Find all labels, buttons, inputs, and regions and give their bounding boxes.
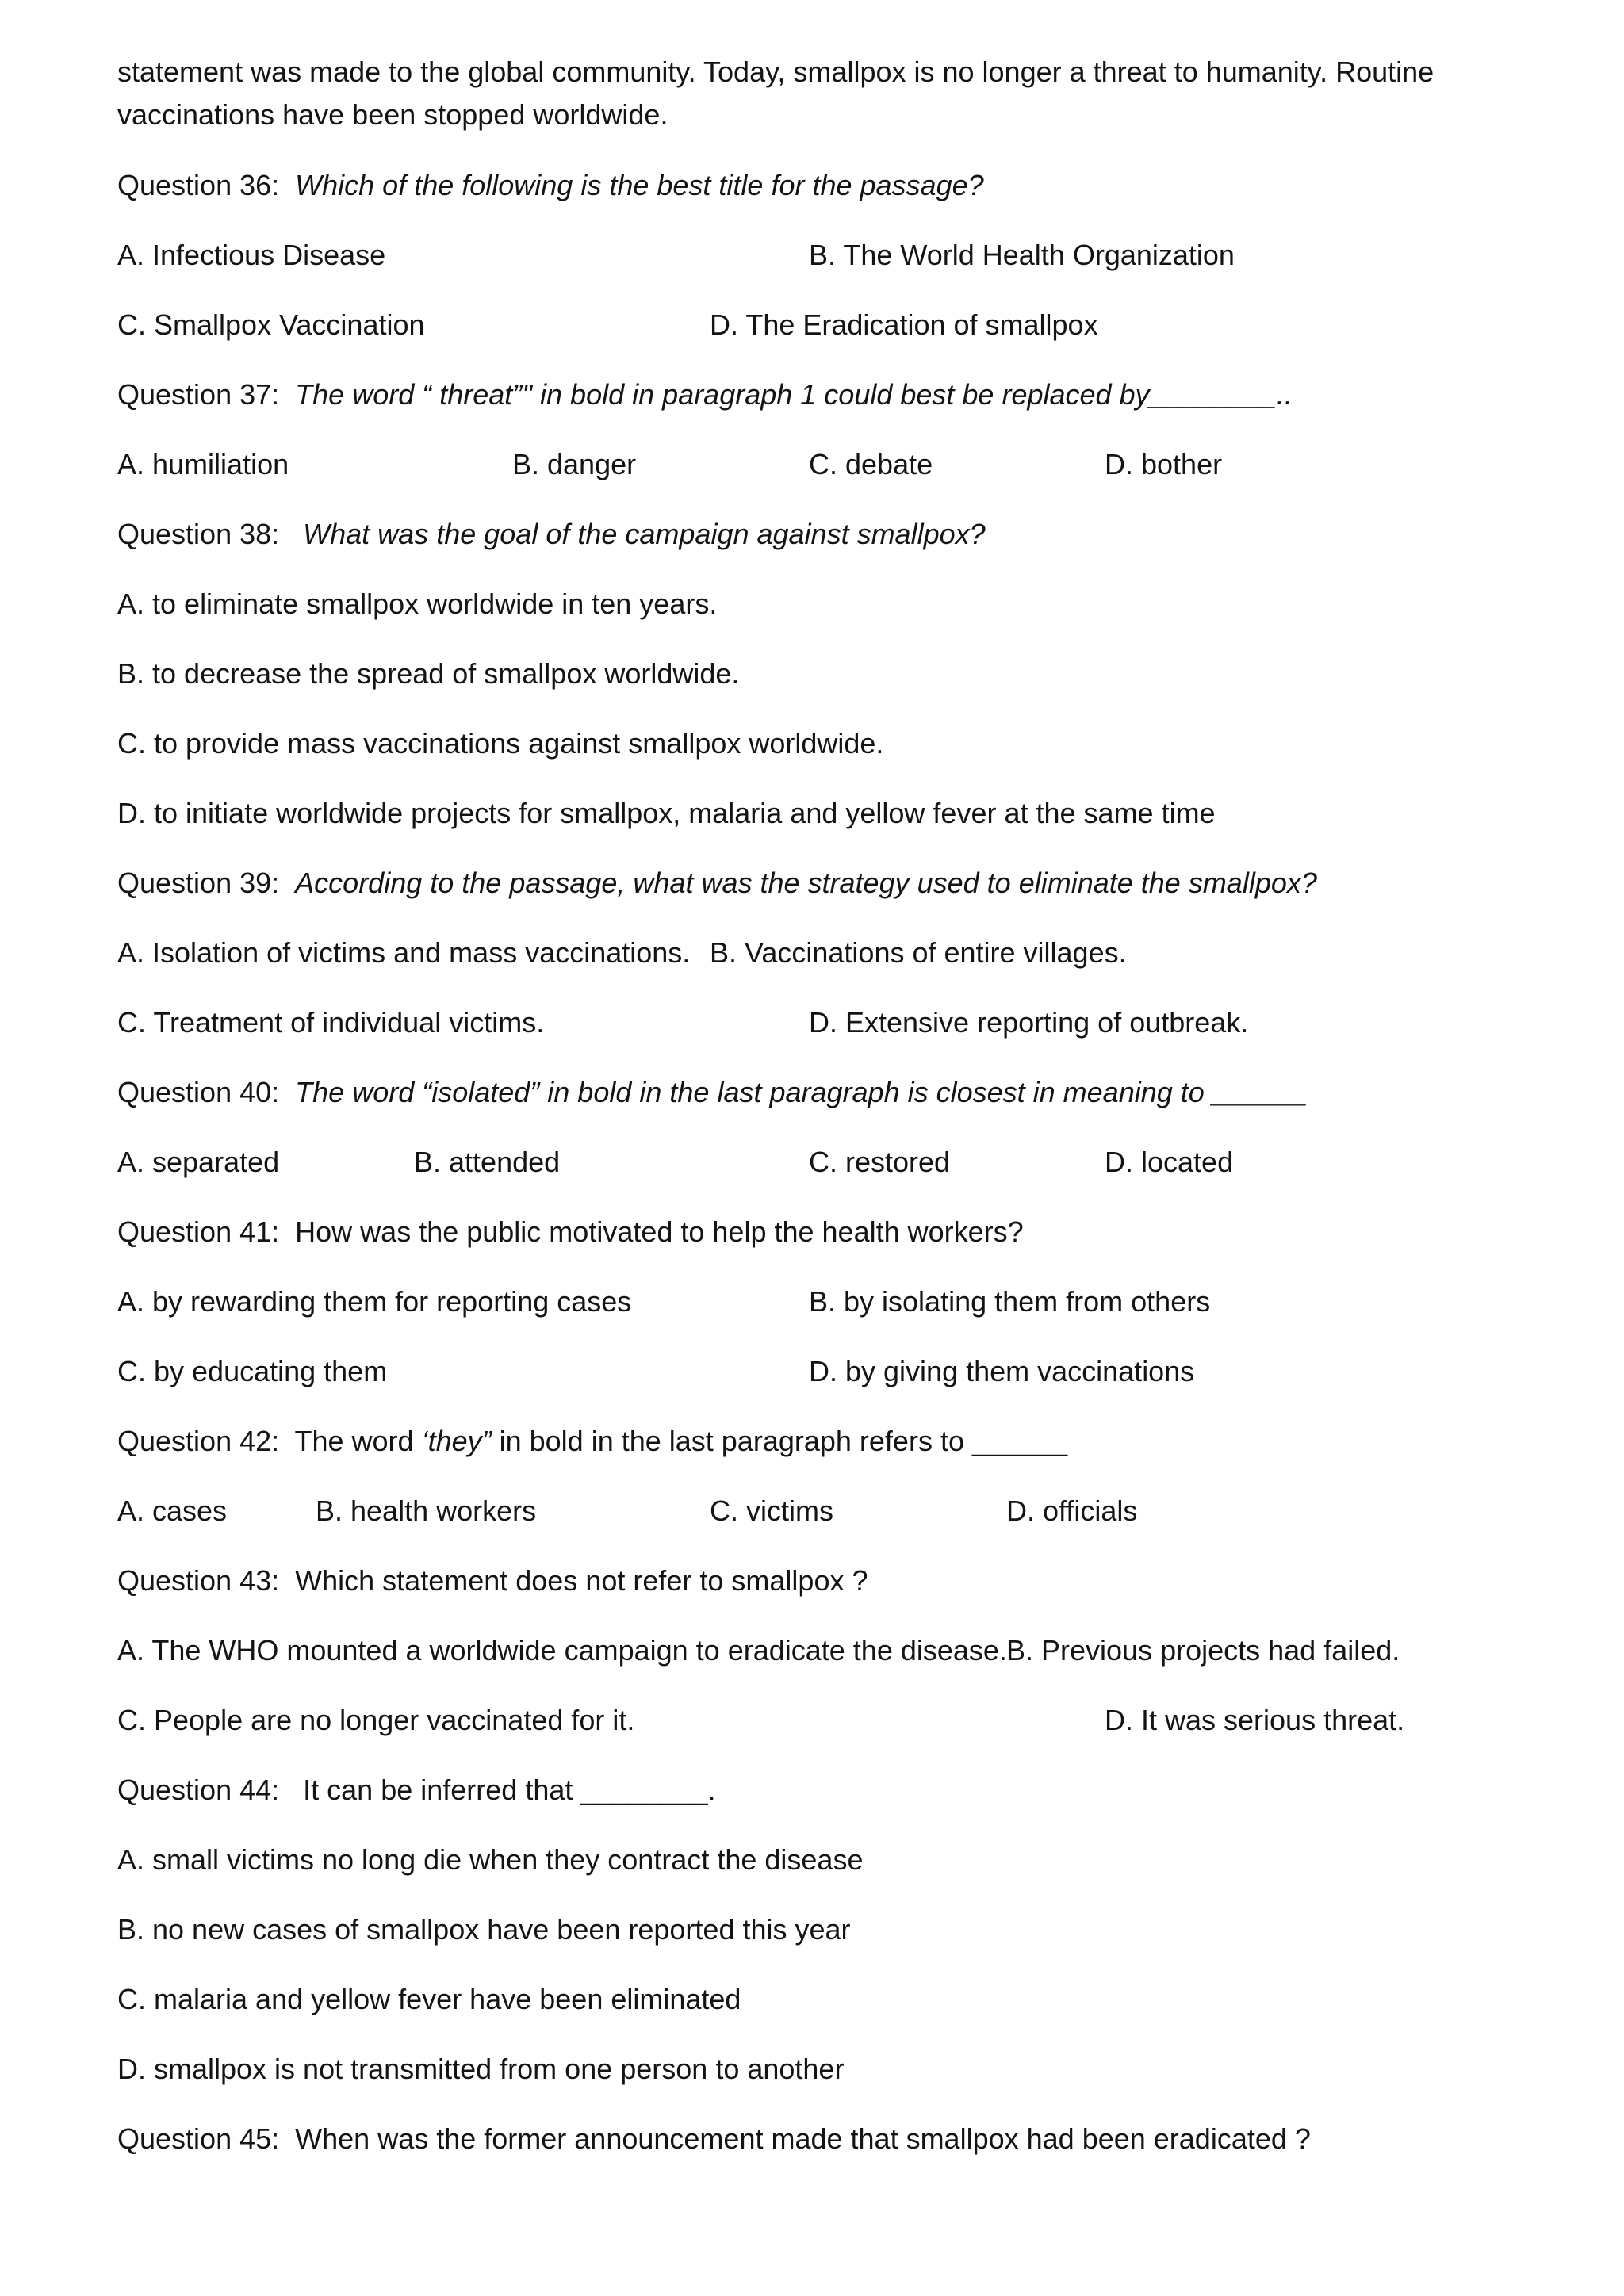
question-text-emphasis: ‘they” — [421, 1425, 492, 1457]
question-label: Question 36: — [117, 169, 280, 201]
option-43-b: B. Previous projects had failed. — [1006, 1634, 1400, 1667]
option-41-c: C. by educating them — [117, 1355, 388, 1387]
question-40 — [117, 1073, 1308, 1112]
question-label: Question 43: — [117, 1564, 280, 1597]
option-41-d: D. by giving them vaccinations — [809, 1355, 1195, 1387]
question-text: What was the goal of the campaign against smallpox? — [303, 518, 986, 550]
question-38 — [117, 515, 986, 554]
option-42-c: C. victims — [710, 1494, 833, 1527]
question-text: The word “ threat”" in bold in paragraph 1 could best be replaced by________.. — [295, 378, 1293, 411]
option-37-a: A. humiliation — [117, 448, 289, 480]
question-37 — [117, 375, 1293, 415]
question-45 — [117, 2119, 1311, 2159]
question-text: The word “isolated” in bold in the last paragraph is closest in meaning to ______ — [295, 1076, 1308, 1108]
option-38-c: C. to provide mass vaccinations against smallpox worldwide. — [117, 727, 884, 760]
question-text: According to the passage, what was the strategy used to eliminate the smallpox? — [295, 867, 1317, 899]
question-label: Question 38: — [117, 518, 280, 550]
option-40-a: A. separated — [117, 1146, 280, 1178]
option-43-c: C. People are no longer vaccinated for it. — [117, 1704, 635, 1736]
option-36-b: B. The World Health Organization — [809, 239, 1235, 271]
option-39-b: B. Vaccinations of entire villages. — [710, 936, 1127, 969]
option-44-a: A. small victims no long die when they contract the disease — [117, 1843, 864, 1876]
question-42 — [117, 1422, 1067, 1461]
question-text: When was the former announcement made that smallpox had been eradicated ? — [295, 2122, 1311, 2155]
option-36-c: C. Smallpox Vaccination — [117, 308, 425, 341]
option-41-b: B. by isolating them from others — [809, 1285, 1211, 1318]
option-40-c: C. restored — [809, 1146, 951, 1178]
question-label: Question 42: — [117, 1425, 280, 1457]
option-41-a: A. by rewarding them for reporting cases — [117, 1285, 632, 1318]
question-label: Question 45: — [117, 2122, 280, 2155]
option-37-c: C. debate — [809, 448, 933, 480]
option-38-b: B. to decrease the spread of smallpox worldwide. — [117, 657, 740, 690]
option-38-a: A. to eliminate smallpox worldwide in ten years. — [117, 587, 718, 620]
question-text: Which statement does not refer to smallpox ? — [295, 1564, 868, 1597]
option-38-d: D. to initiate worldwide projects for smallpox, malaria and yellow fever at the same time — [117, 797, 1216, 829]
option-36-a: A. Infectious Disease — [117, 239, 386, 271]
option-43-a: A. The WHO mounted a worldwide campaign to eradicate the disease. — [117, 1634, 1007, 1667]
question-label: Question 41: — [117, 1215, 280, 1248]
intro-line-1: statement was made to the global community. Today, smallpox is no longer a threat to humanity. Routine — [117, 55, 1434, 88]
question-label: Question 40: — [117, 1076, 280, 1108]
question-39 — [117, 863, 1317, 903]
option-40-b: B. attended — [414, 1146, 561, 1178]
option-44-c: C. malaria and yellow fever have been eliminated — [117, 1983, 741, 2015]
option-39-c: C. Treatment of individual victims. — [117, 1006, 545, 1039]
option-44-b: B. no new cases of smallpox have been reported this year — [117, 1913, 851, 1946]
question-label: Question 39: — [117, 867, 280, 899]
option-39-a: A. Isolation of victims and mass vaccinations. — [117, 936, 691, 969]
option-42-b: B. health workers — [316, 1494, 537, 1527]
option-40-d: D. located — [1105, 1146, 1234, 1178]
option-42-a: A. cases — [117, 1494, 228, 1527]
question-43 — [117, 1561, 868, 1601]
question-44 — [117, 1770, 716, 1810]
question-41 — [117, 1212, 1024, 1252]
intro-line-2: vaccinations have been stopped worldwide. — [117, 98, 668, 131]
question-label: Question 44: — [117, 1774, 280, 1806]
option-36-d: D. The Eradication of smallpox — [710, 308, 1098, 341]
question-text: It can be inferred that ________. — [303, 1774, 716, 1806]
question-text: How was the public motivated to help the health workers? — [295, 1215, 1024, 1248]
question-text-post: in bold in the last paragraph refers to ______ — [491, 1425, 1068, 1457]
option-43-d: D. It was serious threat. — [1105, 1704, 1405, 1736]
option-39-d: D. Extensive reporting of outbreak. — [809, 1006, 1249, 1039]
question-36 — [117, 166, 984, 205]
option-42-d: D. officials — [1006, 1494, 1138, 1527]
option-37-b: B. danger — [512, 448, 637, 480]
question-text: Which of the following is the best title for the passage? — [295, 169, 984, 201]
option-37-d: D. bother — [1105, 448, 1223, 480]
question-label: Question 37: — [117, 378, 280, 411]
option-44-d: D. smallpox is not transmitted from one person to another — [117, 2053, 845, 2085]
question-text-pre: The word — [294, 1425, 422, 1457]
